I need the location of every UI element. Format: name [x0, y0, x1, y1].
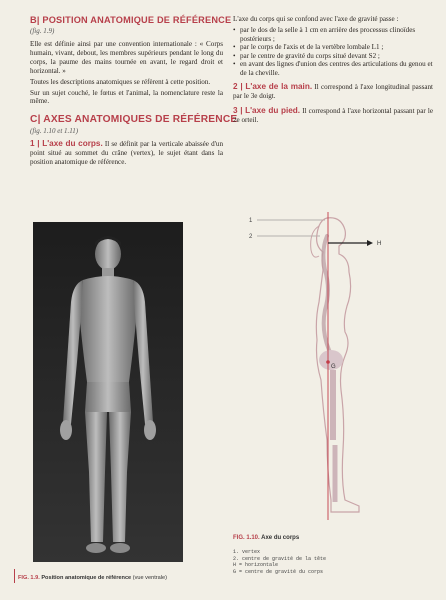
- legend-item: H = horizontale: [233, 562, 279, 569]
- section-b-paragraph-3: Sur un sujet couché, le fœtus et l'animal, la nomenclature reste la même.: [30, 88, 223, 106]
- legend-item: 1. vertex: [233, 549, 261, 555]
- marker-1: 1: [249, 218, 253, 224]
- figure-1-10-label: FIG. 1.10.: [233, 535, 260, 541]
- figure-1-9-caption-rest: (vue ventrale): [132, 575, 167, 581]
- section-c-ref: (fig. 1.10 et 1.11): [30, 127, 79, 136]
- figure-1-9-caption-bold: Position anatomique de référence: [41, 575, 132, 581]
- axis-body-text: Il se définit par la verticale abaissée d'un point situé au sommet du crâne (vertex), le sujet étant dans la position anatomique de référence.: [30, 140, 223, 167]
- section-c-title: AXES ANATOMIQUES DE RÉFÉRENCE: [43, 114, 238, 126]
- axis-foot-text: Il correspond à l'axe horizontal passant par le 2e orteil.: [233, 107, 433, 125]
- figure-1-10-legend: [233, 549, 433, 575]
- marker-2: 2: [249, 234, 253, 240]
- list-item: • par le dos de la selle à 1 cm en arrière des processus clinoïdes postérieurs ;: [233, 26, 433, 43]
- marker-h: H: [377, 241, 382, 247]
- section-b-heading: B| POSITION ANATOMIQUE DE RÉFÉRENCE: [30, 15, 232, 25]
- axis-body-title: L'axe du corps.: [42, 139, 103, 149]
- axis-hand-text: Il correspond à l'axe longitudinal passant par le 3e doigt.: [233, 83, 434, 101]
- anatomical-position-photo: [33, 222, 183, 562]
- right-column: [233, 15, 433, 127]
- section-c-heading: C| AXES ANATOMIQUES DE RÉFÉRENCE: [30, 114, 238, 126]
- axis-gravity-intro: L'axe du corps qui se confond avec l'axe de gravité passe :: [233, 15, 399, 23]
- axis-foot-number: 3: [233, 106, 238, 116]
- figure-1-9-label: FIG. 1.9.: [18, 575, 40, 581]
- axis-foot-title: L'axe du pied.: [245, 106, 301, 116]
- figure-1-9-caption: [18, 575, 248, 581]
- gravity-center-point: [326, 360, 330, 364]
- axis-gravity-list: [233, 26, 433, 78]
- list-item: • par le centre de gravité du corps situé devant S2 ;: [233, 52, 433, 61]
- axis-body-number: 1: [30, 139, 35, 149]
- figure-1-10-title-text: Axe du corps: [261, 535, 300, 541]
- caption-accent-rule: [14, 569, 15, 583]
- human-figure-illustration: [33, 222, 183, 562]
- section-b-paragraph-1: Elle est définie ainsi par une convention internationale : « Corps humain, vivant, debout, les membres supérieurs pendant le long du corps, la paume des mains tournée en avant, le regard droit et horizontal. »: [30, 40, 223, 75]
- axis-body-paragraph: 1 | L'axe du corps. Il se définit par la verticale abaissée d'un point situé au sommet du crâne (vertex), le sujet étant dans la position anatomique de référence.: [30, 139, 223, 167]
- section-b-paragraph-2: Toutes les descriptions anatomiques se réfèrent à cette position.: [30, 77, 211, 86]
- axis-hand-paragraph: 2 | L'axe de la main. Il correspond à l'axe longitudinal passant par le 3e doigt.: [233, 82, 434, 101]
- body-axis-diagram: [235, 210, 435, 530]
- section-b-title: POSITION ANATOMIQUE DE RÉFÉRENCE: [42, 15, 232, 25]
- section-c-letter: C: [30, 114, 38, 126]
- axis-hand-number: 2: [233, 82, 238, 92]
- left-column: [30, 15, 238, 169]
- legend-item: 2. centre de gravité de la tête: [233, 555, 327, 562]
- section-b-ref: (fig. 1.9): [30, 27, 55, 35]
- list-item: • par le corps de l'axis et de la vertèbre lombale L1 ;: [233, 43, 433, 52]
- axis-hand-title: L'axe de la main.: [245, 82, 313, 92]
- figure-1-10-title: [233, 535, 299, 541]
- legend-item: G = centre de gravité du corps: [233, 568, 324, 575]
- horizontal-arrow-icon: [367, 240, 373, 246]
- marker-g: G: [331, 364, 336, 370]
- axis-foot-paragraph: 3 | L'axe du pied. Il correspond à l'axe horizontal passant par le 2e orteil.: [233, 106, 433, 125]
- section-b-letter: B: [30, 15, 37, 25]
- list-item: • en avant des lignes d'union des centres des articulations du genou et de la cheville.: [233, 60, 433, 77]
